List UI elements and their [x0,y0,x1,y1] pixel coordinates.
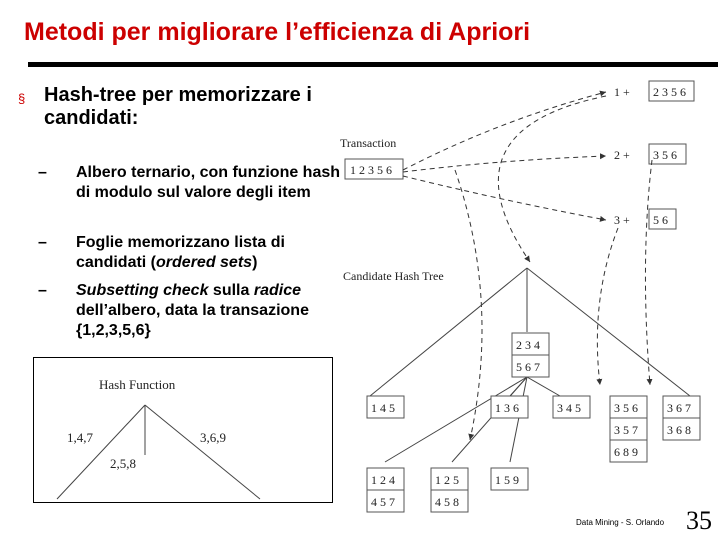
hash-middle-values: 2,5,8 [110,456,136,471]
text-span: sulla [208,282,254,299]
svg-text:3 6 7: 3 6 7 [667,401,691,415]
main-bullet: Hash-tree per memorizzare i candidati: [44,84,312,129]
italic-text: Subsetting check [76,282,209,299]
arrow-split2-down [645,160,652,385]
slide-title: Metodi per migliorare l’efficienza di Apriori [24,18,531,46]
text-span: Foglie memorizzano lista di candidati ( [76,234,285,271]
tree-leaf-145 [367,396,404,418]
footer-text: Data Mining - S. Orlando [576,518,665,527]
tree-inner-node [512,333,549,377]
dashed-arrows [403,92,652,440]
hash-left-values: 1,4,7 [67,430,93,445]
split-3-rest: 5 6 [653,213,668,227]
hash-function-title: Hash Function [99,377,176,392]
tree-leaf-356 [610,396,647,462]
dash-marker: – [38,234,47,251]
tree-leaf-159 [491,468,528,490]
svg-text:3 5 7: 3 5 7 [614,423,638,437]
tree-leaf-345 [553,396,590,418]
svg-text:3 5 6: 3 5 6 [614,401,638,415]
arrow-to-leaf [455,170,482,440]
svg-text:4 5 8: 4 5 8 [435,495,459,509]
transaction-value: 1 2 3 5 6 [350,163,392,177]
tree-leaf-136 [491,396,528,418]
svg-text:1 3 6: 1 3 6 [495,401,519,415]
svg-text:5 6 7: 5 6 7 [516,360,540,374]
split-3-prefix: 3 + [614,213,630,227]
svg-text:1 4 5: 1 4 5 [371,401,395,415]
split-2-prefix: 2 + [614,148,630,162]
transaction-label: Transaction [340,136,397,150]
split-1-prefix: 1 + [614,85,630,99]
svg-text:1 5 9: 1 5 9 [495,473,519,487]
italic-text: ordered sets [156,254,253,271]
tree-label: Candidate Hash Tree [343,269,444,283]
svg-text:3 4 5: 3 4 5 [557,401,581,415]
text-span: Albero ternario, con funzione hash di modulo sul valore degli item [76,164,341,201]
svg-text:2 3 4: 2 3 4 [516,338,540,352]
svg-text:4 5 7: 4 5 7 [371,495,395,509]
bullet-marker-icon: § [18,91,26,106]
split-1-rest: 2 3 5 6 [653,85,686,99]
page-number: 35 [686,506,712,535]
arrow-to-split-2 [403,156,606,172]
arrow-split3-down [597,228,618,385]
text-span: ) [252,254,258,271]
split-2-rest: 3 5 6 [653,148,677,162]
hash-right-values: 3,6,9 [200,430,226,445]
dash-marker: – [38,282,47,299]
text-span: dell’albero, data la transazione {1,2,3,5,6} [76,302,309,339]
svg-text:1 2 4: 1 2 4 [371,473,395,487]
tree-leaf-367 [663,396,700,440]
tree-leaf-125 [431,468,468,512]
svg-text:1 2 5: 1 2 5 [435,473,459,487]
svg-text:6 8 9: 6 8 9 [614,445,638,459]
tree-leaf-124 [367,468,404,512]
italic-text: radice [253,282,301,299]
hash-function-lines [57,405,260,499]
dash-marker: – [38,164,47,181]
svg-text:3 6 8: 3 6 8 [667,423,691,437]
